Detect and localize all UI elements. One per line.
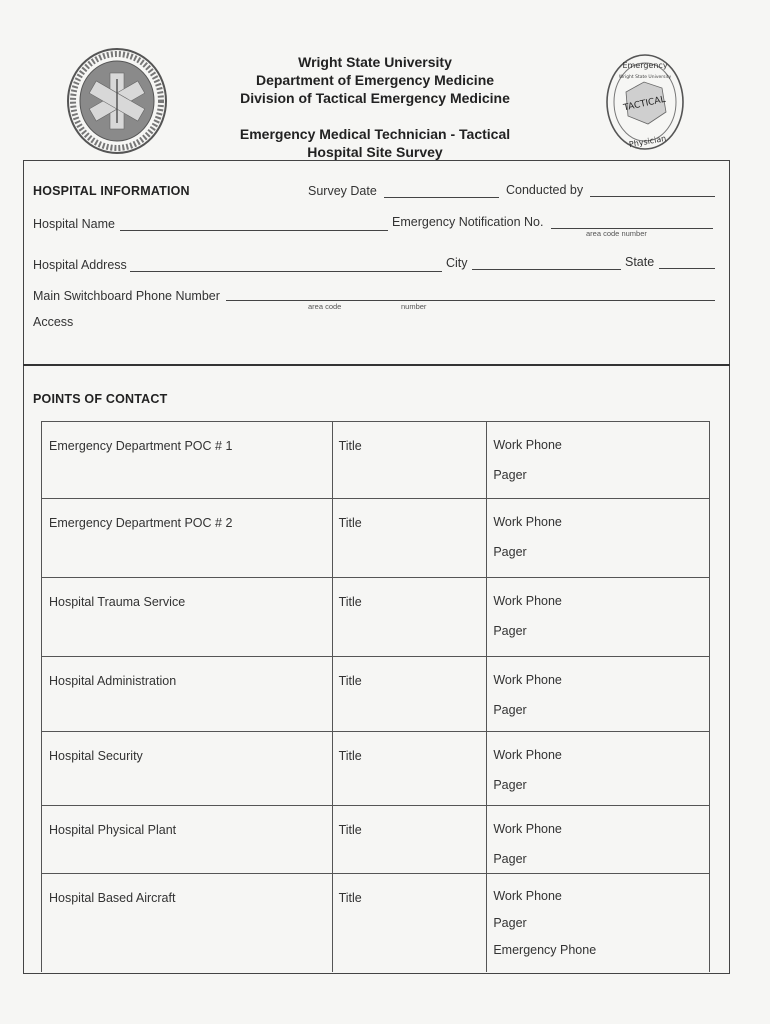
contact-title-cell[interactable]	[333, 578, 488, 656]
division-name: Division of Tactical Emergency Medicine	[240, 90, 510, 106]
seal-top-text: Emergency	[622, 61, 668, 70]
contact-title-cell[interactable]	[333, 874, 488, 972]
emergency-phone-label: Emergency Phone	[493, 943, 597, 957]
contact-row	[42, 578, 710, 657]
contact-phone-cell[interactable]	[487, 422, 710, 498]
pager-label: Pager	[493, 852, 527, 866]
title-label: Title	[338, 595, 362, 609]
work-phone-label: Work Phone	[493, 673, 562, 687]
contact-title-cell[interactable]	[333, 499, 488, 577]
contact-row	[42, 499, 710, 578]
seal-bottom-text: Physician	[628, 133, 667, 150]
contact-title-cell[interactable]	[333, 806, 488, 873]
hospital-address-label: Hospital Address	[33, 258, 127, 272]
contact-phone-cell[interactable]	[487, 578, 710, 656]
contact-phone-cell[interactable]	[487, 657, 710, 731]
contact-name: Hospital Trauma Service	[42, 578, 333, 656]
conducted-by-label: Conducted by	[506, 183, 584, 197]
contact-row	[42, 422, 710, 499]
contact-phone-cell[interactable]	[487, 499, 710, 577]
contact-row	[42, 657, 710, 732]
contacts-table	[41, 421, 710, 972]
state-field[interactable]	[659, 254, 715, 269]
contact-name: Hospital Physical Plant	[42, 806, 333, 873]
contact-name: Hospital Administration	[42, 657, 333, 731]
contact-name: Emergency Department POC # 1	[42, 422, 333, 498]
contact-row	[42, 732, 710, 806]
department-name: Department of Emergency Medicine	[255, 72, 495, 88]
title-label: Title	[338, 823, 362, 837]
switchboard-number-hint: number	[401, 302, 427, 311]
title-label: Title	[338, 439, 362, 453]
contact-title-cell[interactable]	[333, 422, 488, 498]
work-phone-label: Work Phone	[493, 889, 562, 903]
hospital-name-field[interactable]	[120, 216, 388, 231]
switchboard-field[interactable]	[226, 286, 715, 301]
title-label: Title	[338, 516, 362, 530]
work-phone-label: Work Phone	[493, 822, 562, 836]
pager-label: Pager	[493, 778, 527, 792]
contact-name: Hospital Security	[42, 732, 333, 805]
seal-mid-text: TACTICAL	[622, 94, 667, 114]
pager-label: Pager	[493, 916, 527, 930]
emergency-notification-field[interactable]	[551, 214, 713, 229]
contact-phone-cell[interactable]	[487, 806, 710, 873]
contact-name: Emergency Department POC # 2	[42, 499, 333, 577]
work-phone-label: Work Phone	[493, 748, 562, 762]
star-of-life-seal-logo	[66, 47, 168, 155]
work-phone-label: Work Phone	[493, 438, 562, 452]
tactical-physician-seal-logo	[604, 52, 686, 152]
contact-phone-cell[interactable]	[487, 874, 710, 972]
form-title: Emergency Medical Technician - Tactical	[239, 126, 511, 142]
hospital-name-label: Hospital Name	[33, 217, 115, 231]
pager-label: Pager	[493, 545, 527, 559]
state-label: State	[625, 255, 655, 269]
contact-phone-cell[interactable]	[487, 732, 710, 805]
form-subtitle: Hospital Site Survey	[307, 144, 443, 160]
emergency-notification-label: Emergency Notification No.	[392, 215, 544, 229]
university-name: Wright State University	[298, 54, 452, 70]
city-label: City	[446, 256, 468, 270]
title-label: Title	[338, 891, 362, 905]
pager-label: Pager	[493, 703, 527, 717]
city-field[interactable]	[472, 255, 621, 270]
survey-date-label: Survey Date	[308, 184, 377, 198]
contact-title-cell[interactable]	[333, 732, 488, 805]
switchboard-label: Main Switchboard Phone Number	[33, 289, 220, 303]
work-phone-label: Work Phone	[493, 594, 562, 608]
hospital-information-heading: HOSPITAL INFORMATION	[33, 184, 190, 198]
survey-date-field[interactable]	[384, 183, 499, 198]
conducted-by-field[interactable]	[590, 182, 715, 197]
contact-row	[42, 874, 710, 972]
contact-title-cell[interactable]	[333, 657, 488, 731]
switchboard-area-code-hint: area code	[308, 302, 342, 311]
title-label: Title	[338, 674, 362, 688]
pager-label: Pager	[493, 468, 527, 482]
contact-row	[42, 806, 710, 874]
notification-hint: area code number	[586, 229, 647, 238]
title-label: Title	[338, 749, 362, 763]
pager-label: Pager	[493, 624, 527, 638]
contact-name: Hospital Based Aircraft	[42, 874, 333, 972]
seal-small-text: Wright State University	[618, 75, 672, 80]
work-phone-label: Work Phone	[493, 515, 562, 529]
section-divider	[23, 364, 730, 366]
points-of-contact-heading: POINTS OF CONTACT	[33, 392, 168, 406]
access-label: Access	[33, 315, 74, 329]
hospital-address-field[interactable]	[130, 257, 442, 272]
